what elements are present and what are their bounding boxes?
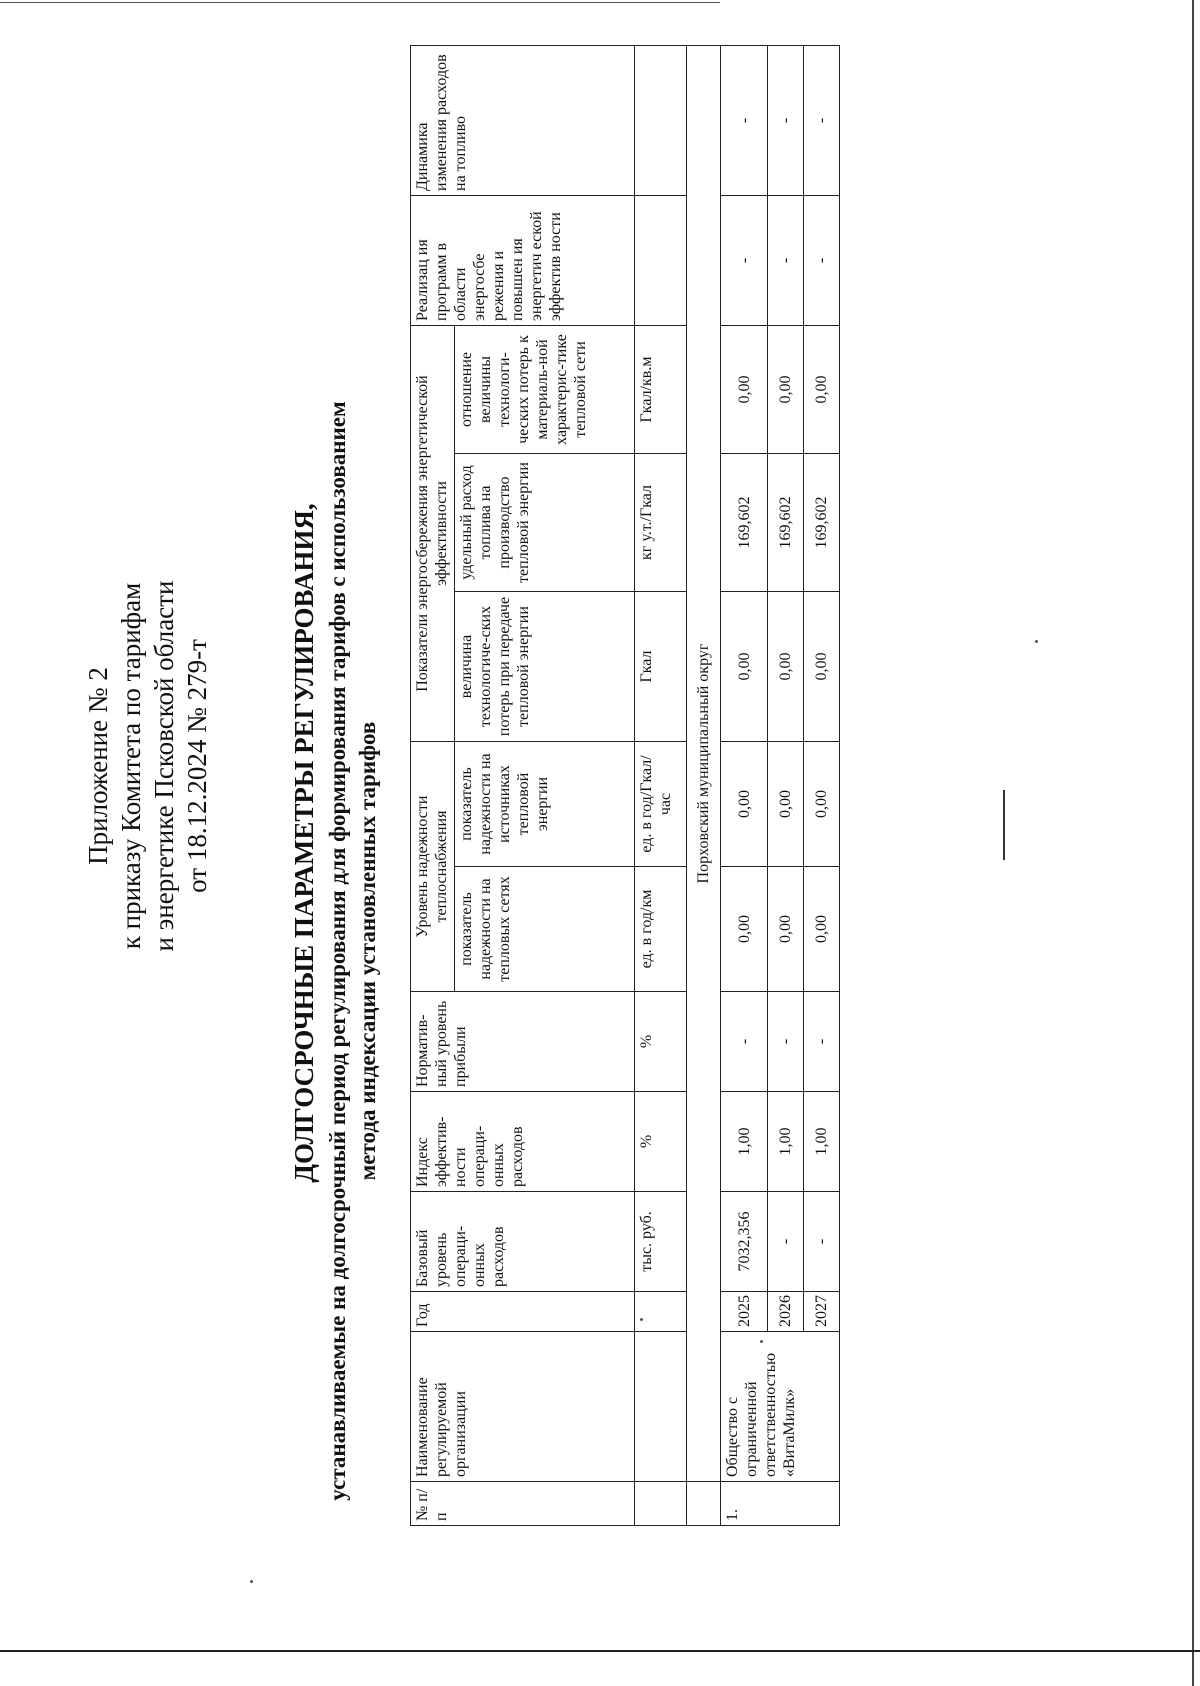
cell-profit: - bbox=[721, 992, 768, 1092]
cell-base: - bbox=[768, 1192, 804, 1292]
cell-program: - bbox=[768, 195, 804, 325]
units-row bbox=[635, 45, 687, 1525]
header-program: Реализац ия программ в области энергосбе режения и повышен ия энергетич еской эффектив ности bbox=[411, 195, 635, 325]
unit-reliability-networks: ед. в год/км bbox=[635, 867, 687, 992]
cell-index: 1,00 bbox=[804, 1092, 840, 1192]
table-row bbox=[721, 45, 768, 1525]
cell-loss-ratio: 0,00 bbox=[721, 325, 768, 453]
table-row bbox=[804, 45, 840, 1525]
annex-line-2: к приказу Комитета по тарифам bbox=[116, 582, 146, 950]
header-tech-losses: величина технологиче-ских потерь при передаче тепловой энергии bbox=[455, 592, 635, 742]
header-energy-group: Показатели энергосбережения энергетической эффективности bbox=[411, 325, 455, 741]
cell-base: 7032,356 bbox=[721, 1192, 768, 1292]
unit-loss-ratio: Гкал/кв.м bbox=[635, 325, 687, 453]
unit-profit: % bbox=[635, 992, 687, 1092]
cell-reliability-sources: 0,00 bbox=[804, 742, 840, 867]
document-title: ДОЛГОСРОЧНЫЕ ПАРАМЕТРЫ РЕГУЛИРОВАНИЯ, bbox=[289, 503, 319, 1183]
annex-reference bbox=[82, 176, 214, 1356]
cell-program: - bbox=[721, 195, 768, 325]
cell-loss-ratio: 0,00 bbox=[804, 325, 840, 453]
cell-profit: - bbox=[804, 992, 840, 1092]
unit-index: % bbox=[635, 1092, 687, 1192]
cell-reliability-sources: 0,00 bbox=[721, 742, 768, 867]
org-name: Общество с ограниченной ответственностью «ВитаМилк» bbox=[721, 1332, 840, 1482]
annex-line-1: Приложение № 2 bbox=[83, 667, 113, 865]
document-subtitle: устанавливаемые на долгосрочный период регулирования для формирования тарифов с использованием метода индексации установленных тарифов bbox=[325, 401, 380, 1501]
cell-fuel-rate: 169,602 bbox=[721, 454, 768, 592]
header-fuel-dynamics: Динамика изменения расходов на топливо bbox=[411, 45, 635, 195]
header-loss-ratio: отношение величины технологи-ческих потерь к материаль-ной характерис-тике тепловой сети bbox=[455, 325, 635, 453]
cell-reliability-sources: 0,00 bbox=[768, 742, 804, 867]
cell-fuel-rate: 169,602 bbox=[768, 454, 804, 592]
annex-line-3: и энергетике Псковской области bbox=[149, 580, 179, 952]
cell-fuel-dynamics: - bbox=[804, 45, 840, 195]
header-reliability-group: Уровень надежности теплоснабжения bbox=[411, 742, 455, 992]
header-profit-level: Норматив-ный уровень прибыли bbox=[411, 992, 635, 1092]
cell-reliability-networks: 0,00 bbox=[768, 867, 804, 992]
org-number: 1. bbox=[721, 1482, 840, 1526]
header-org-name: Наименование регулируемой организации bbox=[411, 1332, 635, 1482]
header-fuel-rate: удельный расход топлива на производство тепловой энергии bbox=[455, 454, 635, 592]
cell-program: - bbox=[804, 195, 840, 325]
cell-base: - bbox=[804, 1192, 840, 1292]
unit-tech-losses: Гкал bbox=[635, 592, 687, 742]
annex-line-4: от 18.12.2024 № 279-т bbox=[182, 639, 212, 893]
district-row bbox=[687, 45, 721, 1525]
cell-tech-losses: 0,00 bbox=[721, 592, 768, 742]
cell-reliability-networks: 0,00 bbox=[804, 867, 840, 992]
cell-year: 2026 bbox=[768, 1292, 804, 1332]
header-efficiency-index: Индекс эффектив-ности операци-онных расходов bbox=[411, 1092, 635, 1192]
unit-base: тыс. руб. bbox=[635, 1192, 687, 1292]
cell-index: 1,00 bbox=[768, 1092, 804, 1192]
unit-reliability-sources: ед. в год/Гкал/час bbox=[635, 742, 687, 867]
cell-tech-losses: 0,00 bbox=[768, 592, 804, 742]
cell-year: 2027 bbox=[804, 1292, 840, 1332]
cell-year: 2025 bbox=[721, 1292, 768, 1332]
header-num: № п/п bbox=[411, 1482, 635, 1526]
cell-fuel-rate: 169,602 bbox=[804, 454, 840, 592]
cell-tech-losses: 0,00 bbox=[804, 592, 840, 742]
table-header-row-1 bbox=[411, 45, 455, 1525]
cell-profit: - bbox=[768, 992, 804, 1092]
cell-index: 1,00 bbox=[721, 1092, 768, 1192]
district-name: Порховский муниципальный округ bbox=[687, 45, 721, 1481]
header-year: Год bbox=[411, 1292, 635, 1332]
table-row bbox=[768, 45, 804, 1525]
header-reliability-sources: показатель надежности на источниках тепловой энергии bbox=[455, 742, 635, 867]
parameters-table bbox=[410, 45, 840, 1526]
cell-loss-ratio: 0,00 bbox=[768, 325, 804, 453]
cell-reliability-networks: 0,00 bbox=[721, 867, 768, 992]
unit-fuel-rate: кг у.т./Гкал bbox=[635, 454, 687, 592]
header-reliability-networks: показатель надежности на тепловых сетях bbox=[455, 867, 635, 992]
cell-fuel-dynamics: - bbox=[768, 45, 804, 195]
cell-fuel-dynamics: - bbox=[721, 45, 768, 195]
header-base-level: Базовый уровень операци-онных расходов bbox=[411, 1192, 635, 1292]
